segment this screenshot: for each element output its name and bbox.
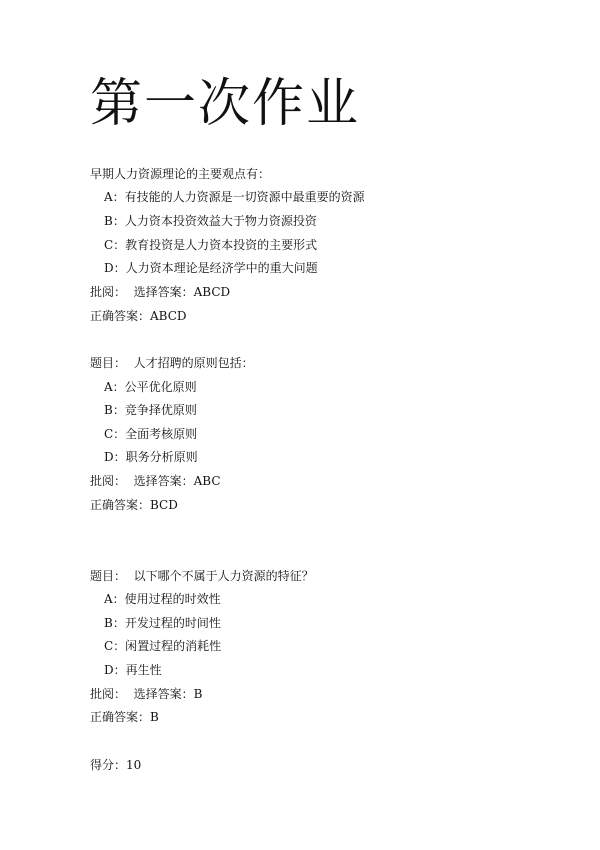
question-3-option-d: D：再生性 [104, 663, 162, 677]
question-2-stem: 题目： 人才招聘的原则包括： [90, 356, 254, 370]
question-1-review: 批阅： 选择答案：ABCD [90, 285, 231, 299]
question-3-correct-answer: 正确答案：B [90, 710, 159, 724]
question-3-stem: 题目： 以下哪个不属于人力资源的特征？ [90, 569, 314, 583]
question-2-option-c: C：全面考核原则 [104, 427, 198, 441]
question-3-option-a: A：使用过程的时效性 [104, 592, 221, 606]
question-2-option-d: D：职务分析原则 [104, 450, 198, 464]
question-2-option-b: B：竞争择优原则 [104, 403, 197, 417]
question-1-option-d: D：人力资本理论是经济学中的重大问题 [104, 261, 318, 275]
question-2-review: 批阅： 选择答案：ABC [90, 474, 221, 488]
document-title: 第一次作业 [90, 74, 361, 134]
question-3-option-c: C：闲置过程的消耗性 [104, 639, 222, 653]
question-1-option-a: A：有技能的人力资源是一切资源中最重要的资源 [104, 190, 365, 204]
question-1-option-c: C：教育投资是人力资本投资的主要形式 [104, 238, 318, 252]
question-1-stem: 早期人力资源理论的主要观点有： [90, 167, 271, 181]
question-1-option-b: B：人力资本投资效益大于物力资源投资 [104, 214, 317, 228]
question-2-option-a: A：公平优化原则 [104, 380, 197, 394]
question-3-option-b: B：开发过程的时间性 [104, 616, 221, 630]
question-2-correct-answer: 正确答案：BCD [90, 498, 178, 512]
question-1-correct-answer: 正确答案：ABCD [90, 309, 187, 323]
score: 得分：10 [90, 758, 142, 772]
question-3-review: 批阅： 选择答案：B [90, 687, 203, 701]
